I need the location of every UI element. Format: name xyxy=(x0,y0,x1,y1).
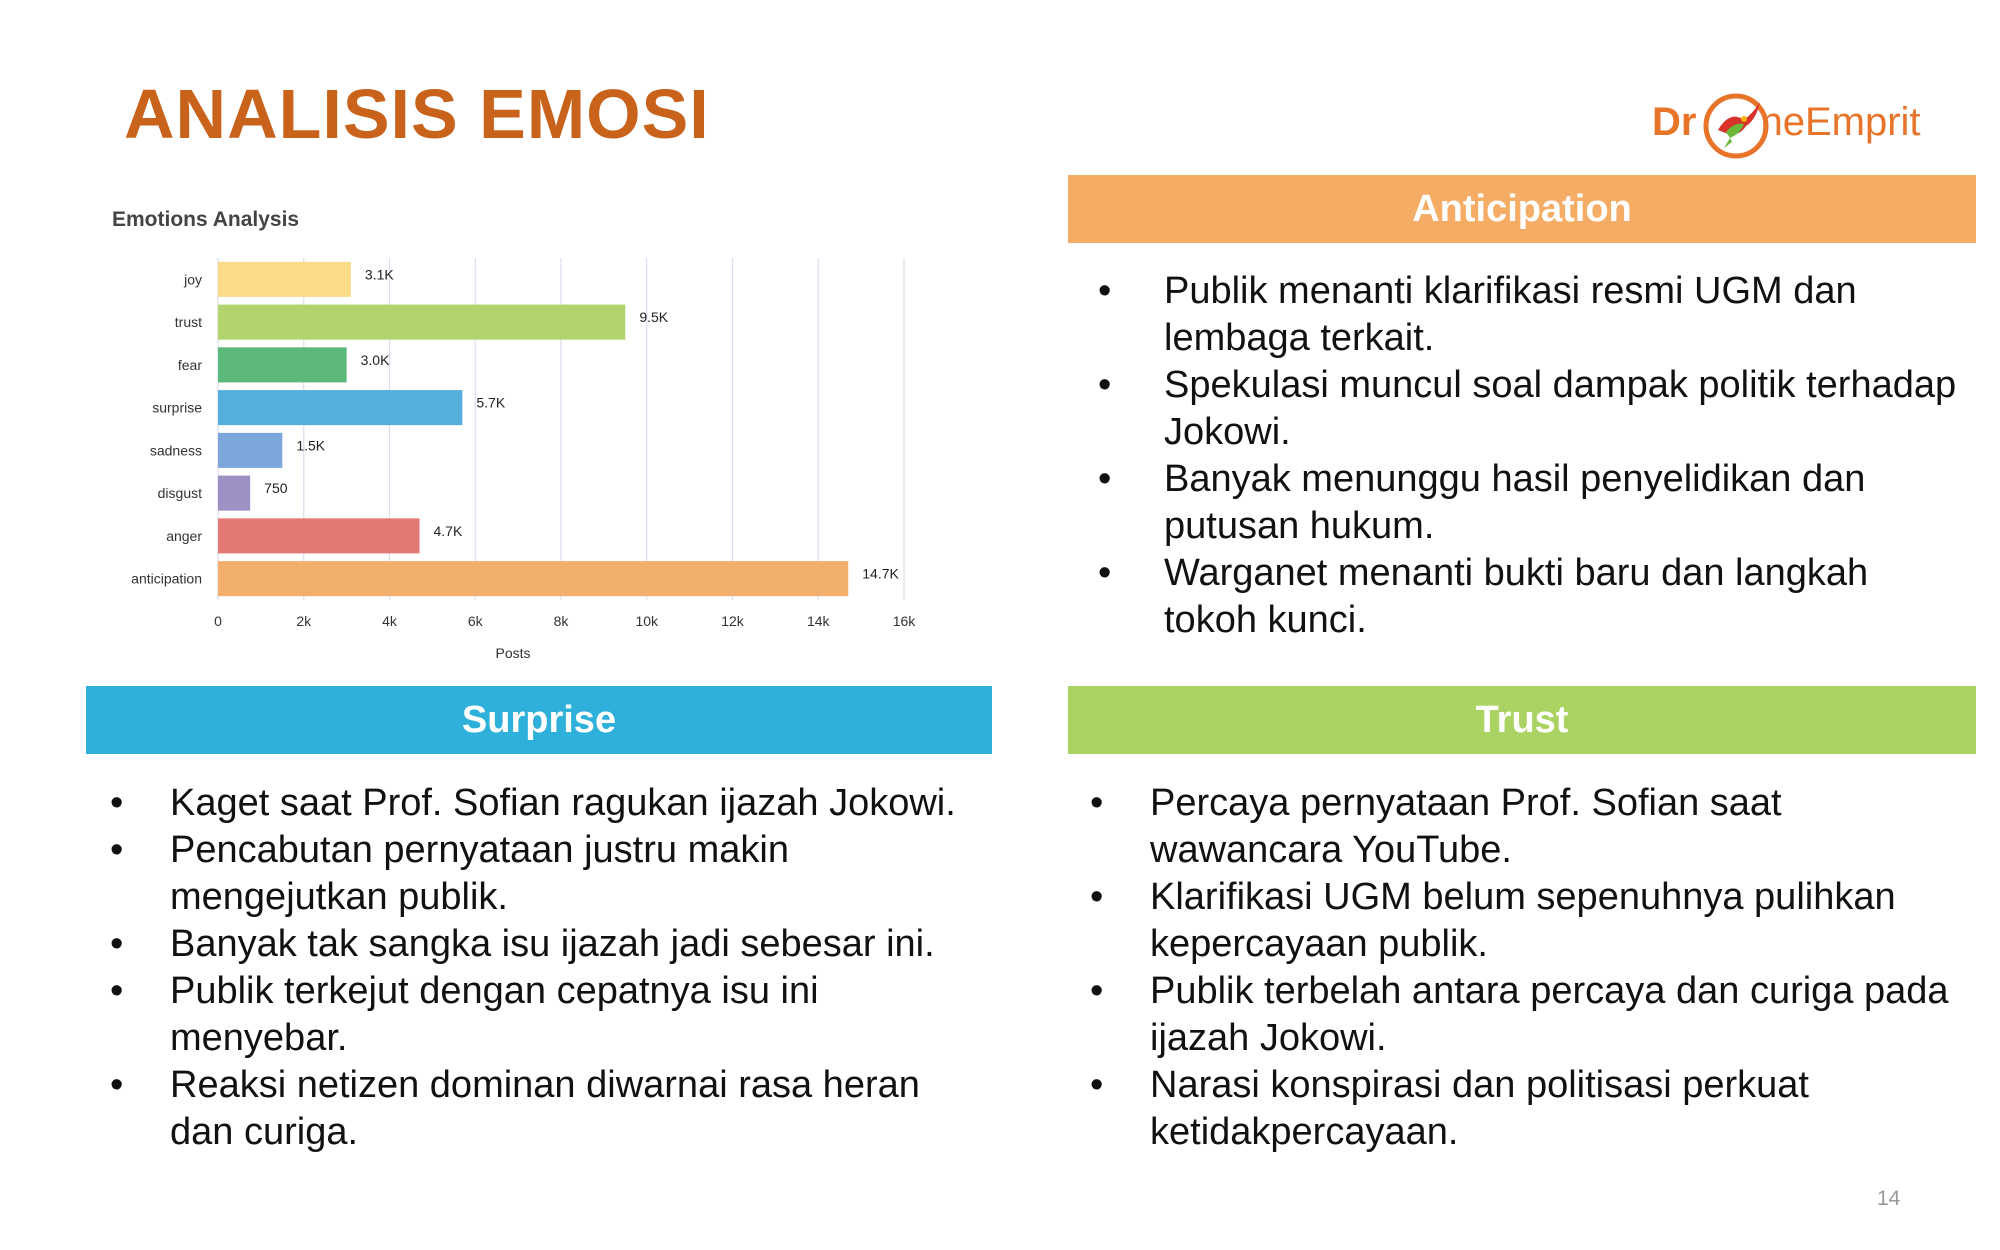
bullet-icon: • xyxy=(110,970,124,1012)
list-item: • Reaksi netizen dominan diwarnai rasa heran dan curiga. xyxy=(110,1064,920,1153)
list-item: • Banyak tak sangka isu ijazah jadi sebesar ini. xyxy=(110,921,990,968)
bar xyxy=(218,347,347,382)
list-item: • Narasi konspirasi dan politisasi perkuat ketidakpercayaan. xyxy=(1090,1064,1809,1153)
chart-canvas xyxy=(98,200,938,670)
bullet-icon: • xyxy=(1098,270,1112,312)
x-tick-label: 12k xyxy=(721,613,744,629)
bar xyxy=(218,561,848,596)
list-item: • Percaya pernyataan Prof. Sofian saat wawancara YouTube. xyxy=(1090,782,1782,871)
x-tick-label: 2k xyxy=(296,613,312,629)
data-label: 4.7K xyxy=(433,522,463,539)
x-tick-label: 8k xyxy=(553,613,569,629)
list-item: • Publik terbelah antara percaya dan curiga pada ijazah Jokowi. xyxy=(1090,970,1949,1059)
bar xyxy=(218,476,250,511)
bar xyxy=(218,305,625,340)
chart-title: Emotions Analysis xyxy=(112,208,300,231)
bar xyxy=(218,390,462,425)
data-label: 14.7K xyxy=(862,565,899,582)
bar xyxy=(218,518,420,553)
x-tick-label: 6k xyxy=(467,613,483,629)
category-label: anticipation xyxy=(131,570,202,587)
bird-icon xyxy=(1700,90,1772,162)
bullet-icon: • xyxy=(1090,1064,1104,1106)
anticipation-list xyxy=(1098,268,1958,644)
category-label: anger xyxy=(166,527,202,544)
bullet-icon: • xyxy=(1098,552,1112,594)
bullet-icon: • xyxy=(1090,876,1104,918)
data-label: 9.5K xyxy=(639,309,669,326)
logo-text-left: Dr xyxy=(1652,100,1697,144)
data-label: 1.5K xyxy=(296,437,326,454)
x-tick-label: 4k xyxy=(382,613,397,629)
x-tick-label: 14k xyxy=(806,613,830,629)
list-item: • Warganet menanti bukti baru dan langkah tokoh kunci. xyxy=(1098,552,1869,641)
bullet-icon: • xyxy=(110,829,124,871)
category-label: fear xyxy=(177,356,202,373)
surprise-header: Surprise xyxy=(86,686,992,754)
surprise-list xyxy=(110,780,990,1156)
trust-header: Trust xyxy=(1068,686,1976,754)
x-axis-label: Posts xyxy=(495,645,531,661)
bullet-icon: • xyxy=(110,923,124,965)
category-label: trust xyxy=(174,314,202,331)
bullet-icon: • xyxy=(1090,782,1104,824)
bullet-icon: • xyxy=(1098,364,1112,406)
list-item: • Publik terkejut dengan cepatnya isu ini menyebar. xyxy=(110,970,819,1059)
trust-list xyxy=(1090,780,1970,1156)
drone-emprit-logo xyxy=(1652,86,1932,166)
bar xyxy=(218,262,351,297)
list-item: • Kaget saat Prof. Sofian ragukan ijazah Jokowi. xyxy=(110,780,990,827)
data-label: 3.0K xyxy=(360,351,390,368)
data-label: 750 xyxy=(264,480,288,497)
category-label: surprise xyxy=(152,399,202,416)
anticipation-header: Anticipation xyxy=(1068,175,1976,243)
category-label: joy xyxy=(184,271,202,288)
bullet-icon: • xyxy=(1090,970,1104,1012)
page-number: 14 xyxy=(1877,1187,1901,1210)
data-label: 5.7K xyxy=(476,394,506,411)
list-item: • Klarifikasi UGM belum sepenuhnya pulihkan kepercayaan publik. xyxy=(1090,876,1896,965)
x-tick-label: 16k xyxy=(892,613,916,629)
logo-text-right: neEmprit xyxy=(1760,100,1921,144)
bar xyxy=(218,433,282,468)
bullet-icon: • xyxy=(110,1064,124,1106)
emotions-bar-chart xyxy=(98,200,938,670)
list-item: • Pencabutan pernyataan justru makin mengejutkan publik. xyxy=(110,829,789,918)
bullet-icon: • xyxy=(1098,458,1112,500)
page-title: ANALISIS EMOSI xyxy=(124,75,710,153)
category-label: disgust xyxy=(157,485,202,502)
x-tick-label: 0 xyxy=(214,613,222,629)
list-item: • Spekulasi muncul soal dampak politik terhadap Jokowi. xyxy=(1098,364,1957,453)
x-tick-label: 10k xyxy=(635,613,659,629)
list-item: • Banyak menunggu hasil penyelidikan dan putusan hukum. xyxy=(1098,458,1866,547)
category-label: sadness xyxy=(149,442,202,459)
bullet-icon: • xyxy=(110,782,124,824)
list-item: • Publik menanti klarifikasi resmi UGM dan lembaga terkait. xyxy=(1098,270,1857,359)
data-label: 3.1K xyxy=(364,266,394,283)
